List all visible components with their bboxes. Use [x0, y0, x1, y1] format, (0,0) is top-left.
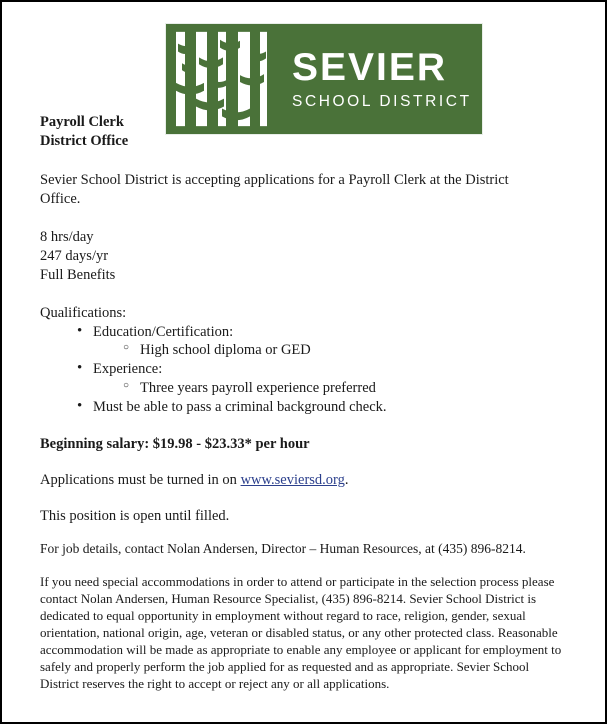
qualifications-heading: Qualifications: [40, 304, 127, 321]
list-item: • Must be able to pass a criminal background check. [77, 398, 585, 417]
detail-days: 247 days/yr [40, 248, 109, 265]
qualifications-list [40, 323, 585, 417]
district-website-link[interactable]: www.seviersd.org [240, 471, 345, 488]
list-item: ○ High school diploma or GED [123, 341, 585, 360]
logo-subtitle: SCHOOL DISTRICT [292, 93, 472, 111]
contact-line: For job details, contact Nolan Andersen, Director – Human Resources, at (435) 896-8214. [40, 540, 526, 556]
list-item: ○ Three years payroll experience preferred [123, 379, 585, 398]
legal-notice: If you need special accommodations in order to attend or participate in the selection process please contact Nolan Andersen, Human Resource Specialist, (435) 896-8214. Sevier School District is dedicated to equal opportunity in employment without regard to race, religion, gender, sexual orientation, national origin, age, veteran or disabled status, or any other protected class. Reasonable accommodation will be made as appropriate to enable any employee or applicant for employment to safely and properly perform the job applied for as requested and as appropriate. Sevier School District reserves the right to accept or reject any or all applications. [40, 573, 562, 691]
applications-prefix: Applications must be turned in on [40, 471, 241, 488]
document-body [40, 18, 585, 712]
detail-hours: 8 hrs/day [40, 228, 94, 245]
job-title: Payroll Clerk [40, 114, 124, 130]
qualification-sublist [93, 379, 585, 398]
job-location: District Office [40, 132, 129, 149]
logo-text [278, 24, 482, 134]
salary-line: Beginning salary: $19.98 - $23.33* per hour [40, 435, 310, 452]
list-item [77, 323, 585, 361]
logo-title: SEVIER [292, 46, 448, 90]
applications-suffix: . [344, 471, 349, 488]
trees-graphic-icon [166, 24, 278, 134]
district-logo [165, 23, 483, 135]
qualification-label: Experience: [93, 361, 163, 378]
intro-paragraph: Sevier School District is accepting applications for a Payroll Clerk at the District Office. [40, 172, 509, 207]
job-details [40, 228, 585, 286]
applications-line [40, 472, 585, 489]
detail-benefits: Full Benefits [40, 267, 116, 284]
qualification-label: Education/Certification: [93, 323, 234, 340]
qualification-sublist [93, 341, 585, 360]
open-until-filled: This position is open until filled. [40, 507, 230, 524]
list-item [77, 360, 585, 398]
